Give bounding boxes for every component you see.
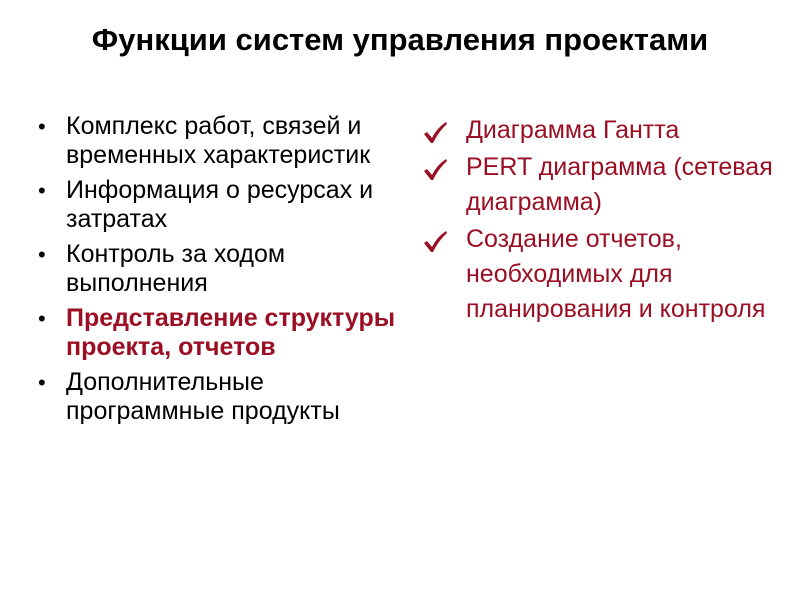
bullet-icon: • — [38, 370, 46, 395]
left-list-item — [30, 240, 400, 298]
right-list-item-text: Создание отчетов, необходимых для планирования и контроля — [466, 225, 766, 323]
left-list-item-text: Представление структуры проекта, отчетов — [66, 304, 396, 361]
bullet-icon: • — [38, 114, 46, 139]
left-list-item — [30, 176, 400, 234]
right-list-item — [420, 222, 780, 327]
left-list-item-highlighted — [30, 304, 400, 362]
left-list-item — [30, 112, 400, 170]
right-list-item — [420, 150, 780, 220]
left-list-item-text: Контроль за ходом выполнения — [66, 240, 286, 297]
bullet-icon: • — [38, 178, 46, 203]
right-list-item — [420, 113, 780, 148]
checkmark-icon — [422, 158, 448, 182]
left-list-item-text: Комплекс работ, связей и временных характеристик — [66, 112, 371, 169]
bullet-icon: • — [38, 242, 46, 267]
right-list-item-text: PERT диаграмма (сетевая диаграмма) — [466, 153, 773, 216]
right-check-list — [420, 113, 780, 329]
left-list-item-text: Информация о ресурсах и затратах — [66, 176, 374, 233]
left-bullet-list — [30, 112, 400, 432]
left-list-item-text: Дополнительные программные продукты — [66, 368, 340, 425]
checkmark-icon — [422, 121, 448, 145]
bullet-icon: • — [38, 306, 46, 331]
slide-title: Функции систем управления проектами — [91, 22, 709, 57]
left-list-item — [30, 368, 400, 426]
right-list-item-text: Диаграмма Гантта — [466, 116, 680, 144]
checkmark-icon — [422, 230, 448, 254]
